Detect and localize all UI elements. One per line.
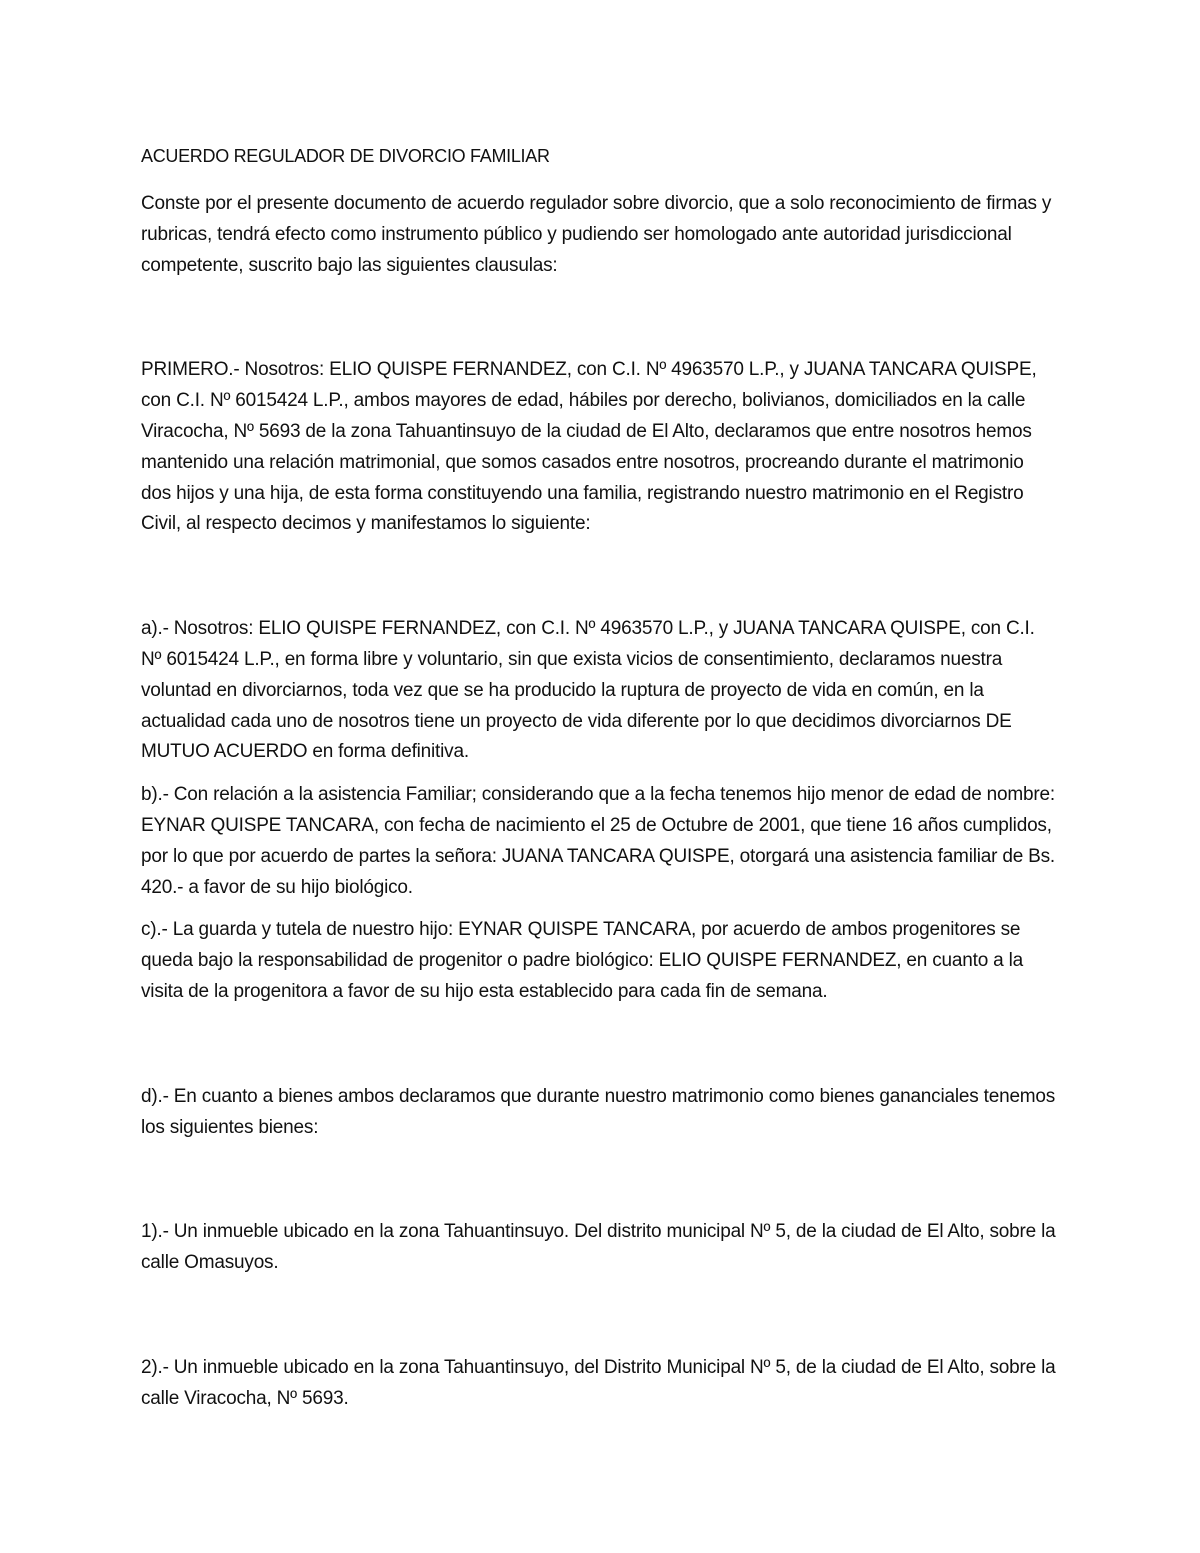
clause-c: c).- La guarda y tutela de nuestro hijo: EYNAR QUISPE TANCARA, por acuerdo de ambos progenitores se queda bajo la responsabilidad de progenitor o padre biológico: ELIO QUISPE FERNANDEZ, en cuanto a la visita de la progenitora a favor de su hijo esta establecido para cada fin de semana. <box>141 919 1023 1002</box>
clause-b: b).- Con relación a la asistencia Familiar; considerando que a la fecha tenemos hijo menor de edad de nombre: EYNAR QUISPE TANCARA, con fecha de nacimiento el 25 de Octubre de 2001, que tiene 16 años cumplidos, por lo que por acuerdo de partes la señora: JUANA TANCARA QUISPE, otorgará una asistencia familiar de Bs. 420.- a favor de su hijo biológico. <box>141 784 1055 898</box>
clause-a: a).- Nosotros: ELIO QUISPE FERNANDEZ, con C.I. Nº 4963570 L.P., y JUANA TANCARA QUISPE, con C.I. Nº 6015424 L.P., en forma libre y voluntario, sin que exista vicios de consentimiento, declaramos nuestra voluntad en divorciarnos, toda vez que se ha producido la ruptura de proyecto de vida en común, en la actualidad cada uno de nosotros tiene un proyecto de vida diferente por lo que decidimos divorciarnos DE MUTUO ACUERDO en forma definitiva. <box>141 618 1035 763</box>
clause-primero: PRIMERO.- Nosotros: ELIO QUISPE FERNANDEZ, con C.I. Nº 4963570 L.P., y JUANA TANCARA QUISPE, con C.I. Nº 6015424 L.P., ambos mayores de edad, hábiles por derecho, bolivianos, domiciliados en la calle Viracocha, Nº 5693 de la zona Tahuantinsuyo de la ciudad de El Alto, declaramos que entre nosotros hemos mantenido una relación matrimonial, que somos casados entre nosotros, procreando durante el matrimonio dos hijos y una hija, de esta forma constituyendo una familia, registrando nuestro matrimonio en el Registro Civil, al respecto decimos y manifestamos lo siguiente: <box>141 359 1037 535</box>
document-title: ACUERDO REGULADOR DE DIVORCIO FAMILIAR <box>141 146 550 166</box>
asset-item-2: 2).- Un inmueble ubicado en la zona Tahuantinsuyo, del Distrito Municipal Nº 5, de la ciudad de El Alto, sobre la calle Viracocha, Nº 5693. <box>141 1356 1056 1409</box>
intro-paragraph: Conste por el presente documento de acuerdo regulador sobre divorcio, que a solo reconocimiento de firmas y rubricas, tendrá efecto como instrumento público y pudiendo ser homologado ante autoridad jurisdiccional competente, suscrito bajo las siguientes clausulas: <box>141 193 1052 276</box>
clause-d: d).- En cuanto a bienes ambos declaramos que durante nuestro matrimonio como bienes gananciales tenemos los siguientes bienes: <box>141 1085 1056 1138</box>
asset-item-1: 1).- Un inmueble ubicado en la zona Tahuantinsuyo. Del distrito municipal Nº 5, de la ciudad de El Alto, sobre la calle Omasuyos. <box>141 1221 1056 1274</box>
document-body <box>141 141 1056 1415</box>
